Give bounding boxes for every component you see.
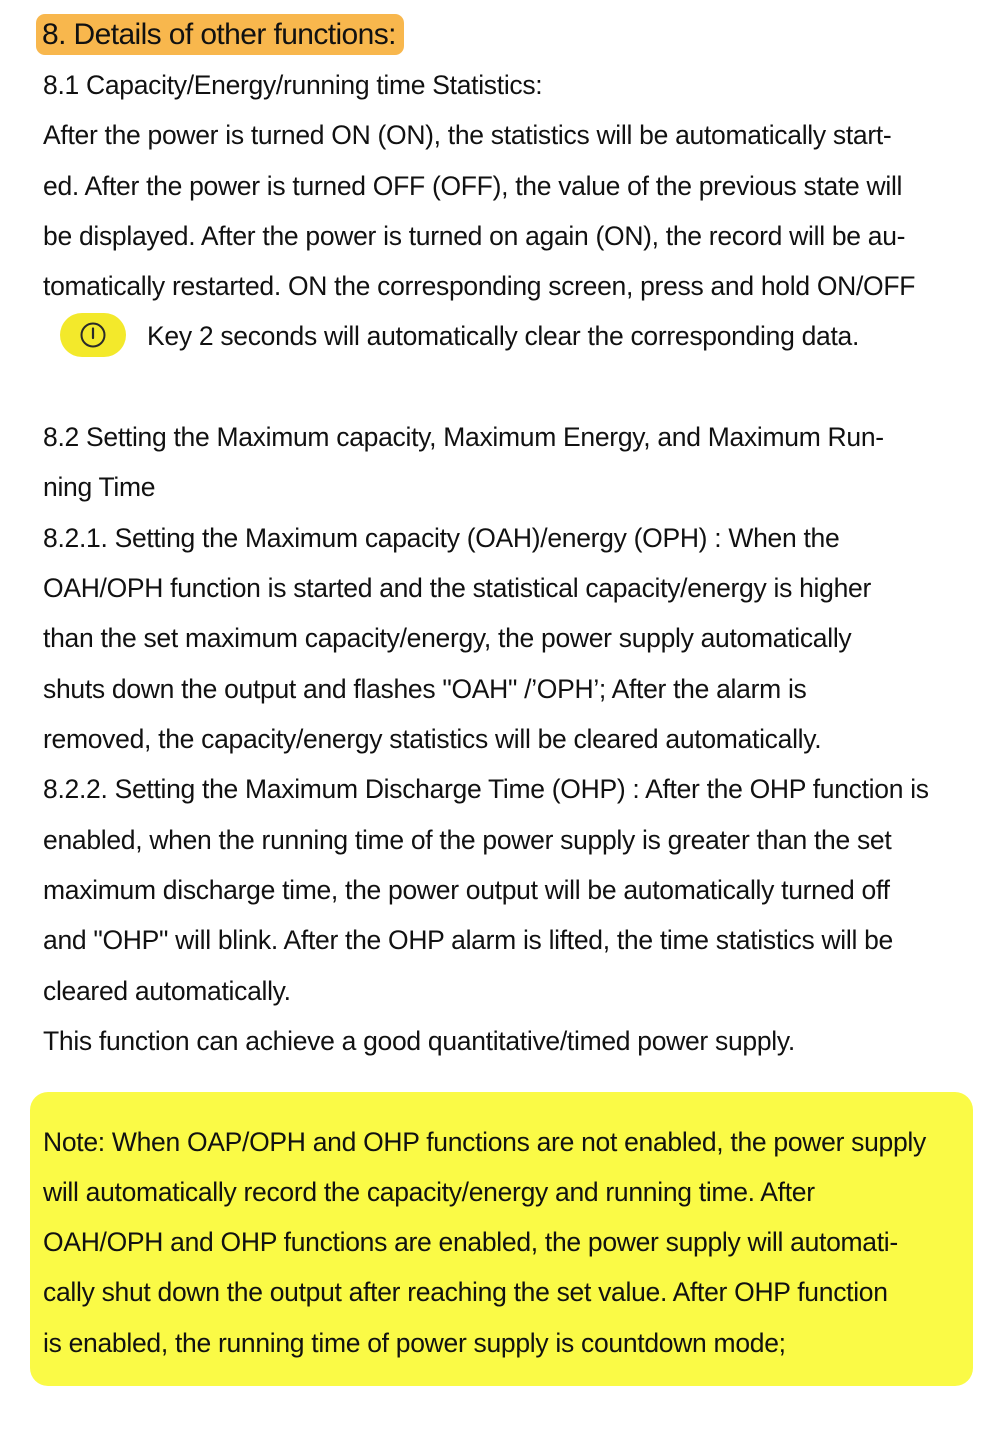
section-8-2-2-line: maximum discharge time, the power output will be automatically turned off bbox=[43, 875, 890, 905]
section-8-1-line: ed. After the power is turned OFF (OFF), the value of the previous state will bbox=[43, 171, 903, 201]
note-line: cally shut down the output after reaching the set value. After OHP function bbox=[43, 1277, 888, 1307]
power-key-badge bbox=[60, 313, 126, 357]
section-8-2-1-line: than the set maximum capacity/energy, the power supply automatically bbox=[43, 623, 852, 653]
section-8-2-summary: This function can achieve a good quantitative/timed power supply. bbox=[43, 1026, 795, 1056]
section-8-1-line: tomatically restarted. ON the corresponding screen, press and hold ON/OFF bbox=[43, 271, 916, 301]
power-icon bbox=[79, 321, 107, 349]
section-8-2-2-line: enabled, when the running time of the power supply is greater than the set bbox=[43, 825, 892, 855]
section-8-2-1-line: 8.2.1. Setting the Maximum capacity (OAH)/energy (OPH) : When the bbox=[43, 523, 840, 553]
note-line: will automatically record the capacity/energy and running time. After bbox=[43, 1177, 815, 1207]
section-8-2-heading: ning Time bbox=[43, 472, 156, 502]
note-line: is enabled, the running time of power supply is countdown mode; bbox=[43, 1328, 786, 1358]
section-8-1-key-line: Key 2 seconds will automatically clear the corresponding data. bbox=[147, 321, 860, 351]
section-8-2-1-line: removed, the capacity/energy statistics will be cleared automatically. bbox=[43, 724, 822, 754]
section-8-1-heading: 8.1 Capacity/Energy/running time Statistics: bbox=[43, 70, 543, 100]
section-8-2-2-line: cleared automatically. bbox=[43, 976, 291, 1006]
note-line: OAH/OPH and OHP functions are enabled, the power supply will automati- bbox=[43, 1227, 898, 1257]
section-8-2-1-line: shuts down the output and flashes "OAH" /’OPH’; After the alarm is bbox=[43, 674, 807, 704]
section-8-2-2-line: 8.2.2. Setting the Maximum Discharge Time (OHP) : After the OHP function is bbox=[43, 774, 929, 804]
section-8-2-1-line: OAH/OPH function is started and the statistical capacity/energy is higher bbox=[43, 573, 871, 603]
section-8-1-line: After the power is turned ON (ON), the statistics will be automatically start- bbox=[43, 120, 892, 150]
section-8-2-heading: 8.2 Setting the Maximum capacity, Maximum Energy, and Maximum Run- bbox=[43, 422, 884, 452]
note-line: Note: When OAP/OPH and OHP functions are not enabled, the power supply bbox=[43, 1127, 926, 1157]
section-8-2-2-line: and "OHP" will blink. After the OHP alarm is lifted, the time statistics will be bbox=[43, 925, 893, 955]
section-8-1-line: be displayed. After the power is turned on again (ON), the record will be au- bbox=[43, 221, 906, 251]
page-title: 8. Details of other functions: bbox=[36, 14, 404, 55]
